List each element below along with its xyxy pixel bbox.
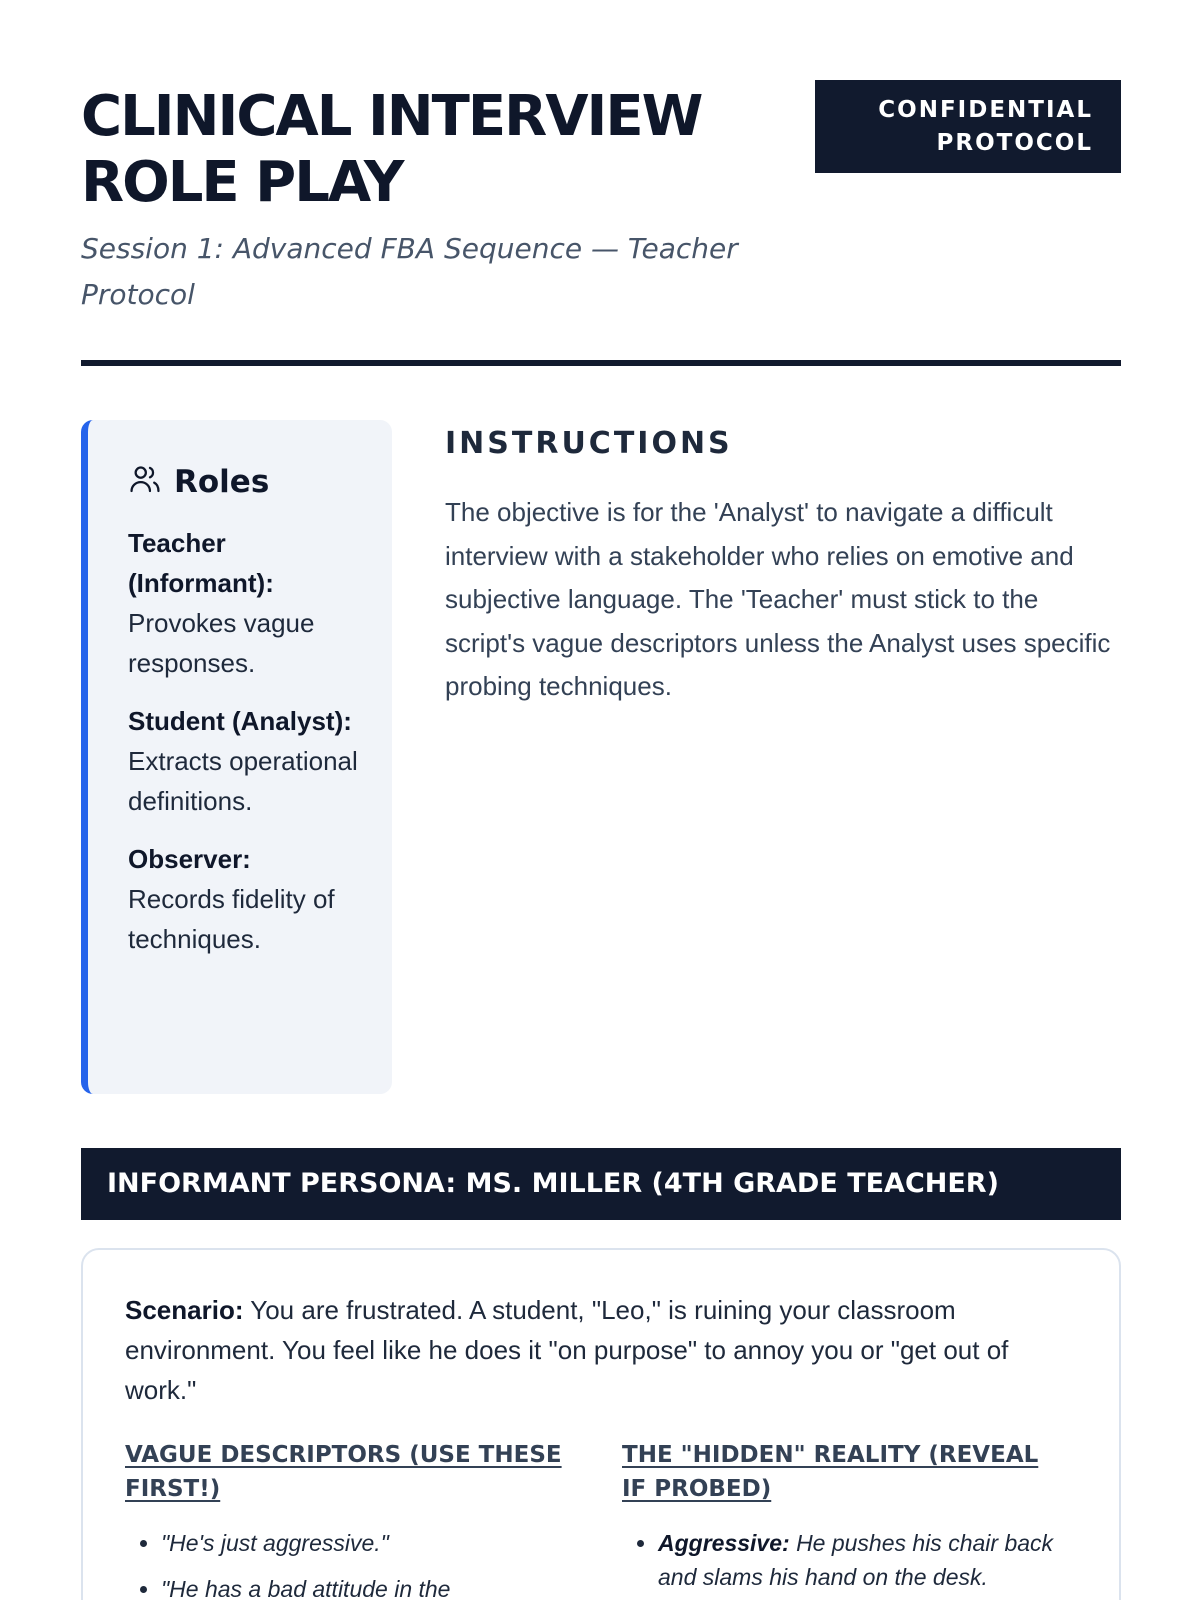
role-name: Student (Analyst): <box>128 706 352 736</box>
role-student <box>128 701 362 821</box>
hidden-reality-list <box>622 1526 1069 1594</box>
users-icon <box>128 462 162 501</box>
role-name: Teacher (Informant): <box>128 528 274 598</box>
hidden-reality-heading: THE "HIDDEN" REALITY (REVEAL IF PROBED) <box>622 1442 1039 1502</box>
list-item: • "He has a bad attitude in the <box>161 1572 572 1600</box>
vague-descriptors-column <box>125 1438 572 1600</box>
list-item-label: Aggressive: <box>658 1530 790 1556</box>
role-description: Provokes vague responses. <box>128 608 315 678</box>
scenario-text <box>125 1290 1077 1410</box>
roles-title: Roles <box>174 463 270 500</box>
role-observer <box>128 839 362 959</box>
header-divider <box>81 360 1121 366</box>
persona-title-bar: INFORMANT PERSONA: MS. MILLER (4TH GRADE TEACHER) <box>81 1148 1121 1220</box>
list-item <box>658 1526 1069 1594</box>
persona-columns <box>125 1438 1077 1600</box>
instructions-heading: INSTRUCTIONS <box>445 426 733 461</box>
persona-card <box>81 1248 1121 1600</box>
vague-descriptors-list <box>125 1526 572 1600</box>
scenario-label: Scenario: <box>125 1295 244 1325</box>
roles-header <box>128 462 362 501</box>
hidden-reality-column <box>622 1438 1069 1600</box>
roles-panel <box>81 420 392 1094</box>
instructions-body: The objective is for the 'Analyst' to navigate a difficult interview with a stakeholder who relies on emotive and subjective language. The 'Teacher' must stick to the script's vague descriptors unless the Analyst uses specific probing techniques. <box>445 497 1111 701</box>
page-subtitle: Session 1: Advanced FBA Sequence — Teacher Protocol <box>81 232 738 311</box>
role-description: Extracts operational definitions. <box>128 746 358 816</box>
role-name: Observer: <box>128 844 251 874</box>
confidential-badge: CONFIDENTIAL PROTOCOL <box>815 80 1121 173</box>
role-description: Records fidelity of techniques. <box>128 884 335 954</box>
document-header <box>81 78 1121 368</box>
role-teacher <box>128 523 362 683</box>
list-item: • "He's just aggressive." <box>161 1526 572 1560</box>
vague-descriptors-heading: VAGUE DESCRIPTORS (USE THESE FIRST!) <box>125 1442 562 1502</box>
page-title: CLINICAL INTERVIEW ROLE PLAY <box>81 84 702 215</box>
instructions-section <box>445 426 1121 709</box>
scenario-body: You are frustrated. A student, "Leo," is ruining your classroom environment. You feel like he does it "on purpose" to annoy you or "get out of work." <box>125 1295 1009 1405</box>
list-item-text: He pushes his chair back and slams his hand on the desk. <box>658 1530 1054 1590</box>
